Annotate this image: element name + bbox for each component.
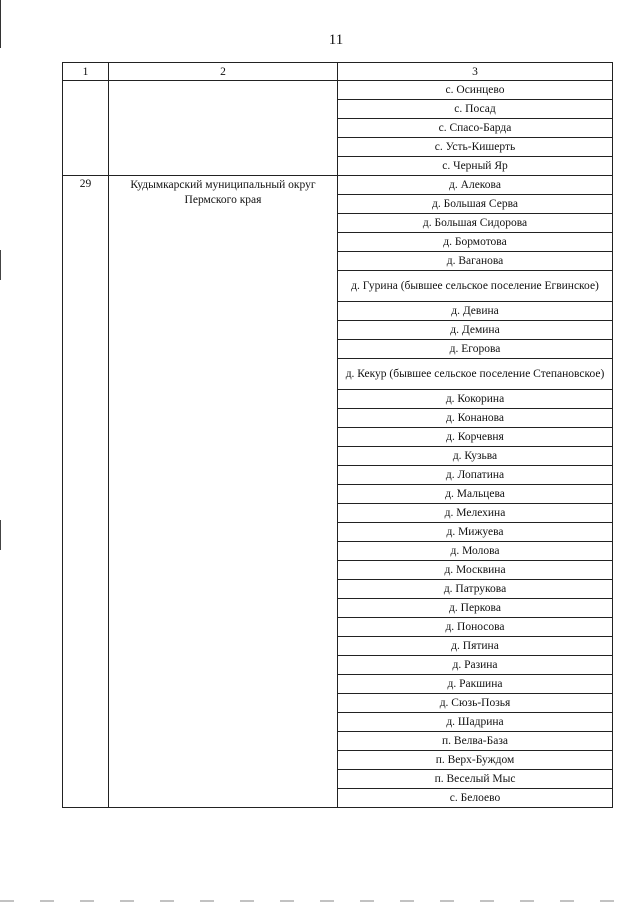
settlement-cell: д. Мальцева (338, 485, 613, 504)
settlement-cell: д. Патрукова (338, 580, 613, 599)
scan-side-mark (0, 250, 1, 280)
settlement-cell: д. Бормотова (338, 233, 613, 252)
settlement-cell: п. Верх-Буждом (338, 751, 613, 770)
settlement-cell: п. Веселый Мыс (338, 770, 613, 789)
column-header-district: 2 (109, 63, 338, 81)
settlement-cell: д. Корчевня (338, 428, 613, 447)
settlement-cell: с. Осинцево (338, 81, 613, 100)
settlement-cell: с. Посад (338, 100, 613, 119)
settlement-cell: д. Поносова (338, 618, 613, 637)
page-number: 11 (328, 32, 344, 48)
settlement-cell: с. Усть-Кишерть (338, 138, 613, 157)
settlement-cell: д. Егорова (338, 340, 613, 359)
settlement-cell: д. Шадрина (338, 713, 613, 732)
settlement-cell: д. Гурина (бывшее сельское поселение Егвинское) (338, 271, 613, 302)
settlement-cell: с. Черный Яр (338, 157, 613, 176)
settlements-table (62, 62, 613, 808)
settlement-cell: д. Кокорина (338, 390, 613, 409)
settlement-cell: д. Алекова (338, 176, 613, 195)
scan-side-mark (0, 520, 1, 550)
settlement-cell: д. Ваганова (338, 252, 613, 271)
settlement-cell: д. Большая Сидорова (338, 214, 613, 233)
settlement-cell: д. Лопатина (338, 466, 613, 485)
settlement-cell: д. Мижуева (338, 523, 613, 542)
district-cell (109, 81, 338, 176)
settlement-cell: д. Перкова (338, 599, 613, 618)
settlement-cell: д. Большая Серва (338, 195, 613, 214)
table-header-row (63, 63, 613, 81)
row-number-cell: 29 (63, 176, 109, 808)
column-header-number: 1 (63, 63, 109, 81)
settlement-cell: д. Разина (338, 656, 613, 675)
district-cell: Кудымкарский муниципальный округ Пермского края (109, 176, 338, 808)
scan-footer-artifact (0, 900, 640, 902)
settlement-cell: д. Молова (338, 542, 613, 561)
settlement-cell: д. Сюзь-Позья (338, 694, 613, 713)
table-row (63, 81, 613, 100)
settlement-cell: д. Мелехина (338, 504, 613, 523)
settlement-cell: д. Девина (338, 302, 613, 321)
column-header-settlement: 3 (338, 63, 613, 81)
row-number-cell (63, 81, 109, 176)
settlement-cell: д. Пятина (338, 637, 613, 656)
settlement-cell: д. Ракшина (338, 675, 613, 694)
settlement-cell: с. Спасо-Барда (338, 119, 613, 138)
settlement-cell: д. Кекур (бывшее сельское поселение Степановское) (338, 359, 613, 390)
table-row (63, 176, 613, 195)
settlement-cell: с. Белоево (338, 789, 613, 808)
settlement-cell: д. Конанова (338, 409, 613, 428)
settlement-cell: д. Москвина (338, 561, 613, 580)
settlement-cell: п. Велва-База (338, 732, 613, 751)
settlement-cell: д. Кузьва (338, 447, 613, 466)
settlement-cell: д. Демина (338, 321, 613, 340)
